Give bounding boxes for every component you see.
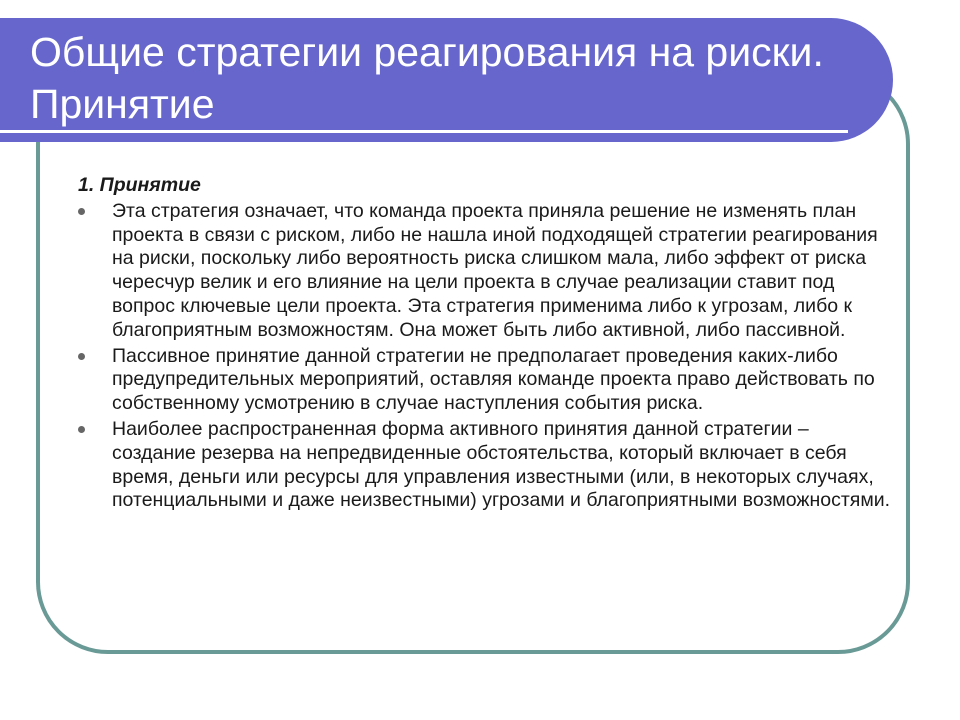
bullet-item [78,345,893,416]
bullet-item [78,418,893,513]
bullet-text: Наиболее распространенная форма активного принятия данной стратегии – создание резерва на непредвиденные обстоятельства, который включает в себя время, деньги или ресурсы для управления известными (или, в некоторых случаях, потенциальными и даже неизвестными) угрозами и благоприятными возможностями. [112,417,891,512]
bullet-item [78,200,893,343]
bullet-text: Эта стратегия означает, что команда проекта приняла решение не изменять план проекта в связи с риском, либо не нашла иной подходящей стратегии реагирования на риски, поскольку либо вероятность риска слишком мала, либо эффект от риска чересчур велик и его влияние на цели проекта в случае реализации ставит под вопрос ключевые цели проекта. Эта стратегия применима либо к угрозам, либо к благоприятным возможностям. Она может быть либо активной, либо пассивной. [112,199,878,341]
title-underline [0,130,848,133]
bullet-dot-icon [78,426,85,433]
bullet-text: Пассивное принятие данной стратегии не предполагает проведения каких-либо предупредительных мероприятий, оставляя команде проекта право действовать по собственному усмотрению в случае наступления события риска. [112,344,875,415]
slide-body [78,174,893,515]
bullet-list [78,200,893,513]
slide-title: Общие стратегии реагирования на риски. Принятие [30,29,824,127]
bullet-dot-icon [78,208,85,215]
section-heading: 1. Принятие [78,174,201,196]
bullet-dot-icon [78,353,85,360]
